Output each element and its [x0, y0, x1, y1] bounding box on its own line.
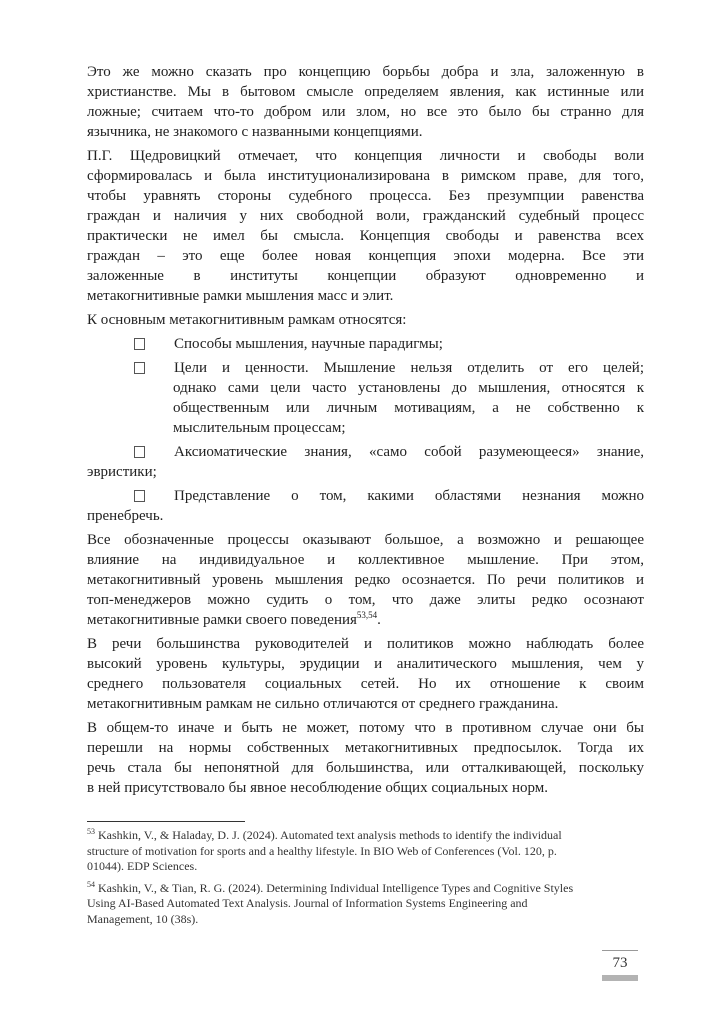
footnote-line	[87, 912, 647, 928]
text-line: язычника, не знакомого с названными концепциями.	[87, 124, 423, 140]
text-line: перешли на нормы собственных метакогнитивных предпосылок. Тогда их	[87, 740, 644, 756]
footnote-line	[87, 844, 647, 860]
page-number-rule	[602, 950, 638, 951]
text-line: метакогнитивный уровень мышления редко осознается. По речи политиков и	[87, 572, 644, 588]
paragraph	[87, 718, 644, 798]
main-text	[87, 62, 644, 802]
footnote-number: 53	[87, 827, 95, 836]
footnote-text: Using AI-Based Automated Text Analysis. Journal of Information Systems Engineering and	[87, 896, 528, 910]
bullet-text: Цели и ценности. Мышление нельзя отделить от его целей;	[174, 360, 644, 376]
paragraph	[87, 310, 644, 330]
footnote-line	[87, 896, 647, 912]
paragraph	[87, 530, 644, 630]
text-line: метакогнитивные рамки мышления масс и элит.	[87, 288, 394, 304]
footnote-line	[87, 828, 647, 844]
footnote-text: structure of motivation for sports and a healthy lifestyle. In BIO Web of Conferences (Vol. 120, p.	[87, 843, 557, 858]
text-line: речь стала бы непонятной для большинства, или отталкивающей, поскольку	[87, 760, 644, 776]
text-line: В речи большинства руководителей и политиков можно наблюдать более	[87, 636, 644, 652]
text-line: эвристики;	[87, 464, 157, 480]
text-line: ложные; считаем что-то добром или злом, но все это было бы странно для	[87, 104, 644, 120]
bullet-item	[87, 358, 644, 438]
text-segment: .	[377, 612, 381, 628]
text-line	[87, 486, 644, 506]
bullet-text: Способы мышления, научные парадигмы;	[174, 336, 443, 352]
text-line: общественным или личным мотивациям, а не собственно к	[173, 400, 644, 416]
footnote-ref: 53,54	[356, 610, 378, 620]
text-line: однако сами цели часто установлены до мышления, относятся к	[173, 380, 644, 396]
footnote-number: 54	[87, 879, 95, 889]
text-line: Это же можно сказать про концепцию борьбы добра и зла, заложенную в	[87, 64, 644, 80]
paragraph	[87, 634, 644, 714]
bullet-list	[87, 334, 644, 526]
page-number-bar	[602, 975, 638, 981]
footnote-separator	[87, 821, 245, 822]
page-number: 73	[612, 955, 628, 971]
footnote	[87, 881, 647, 928]
bullet-item	[87, 442, 644, 482]
text-line: граждан и наличия у них свободной воли, гражданский судебный процесс	[87, 208, 644, 224]
text-line: метакогнитивным рамкам не сильно отличаются от среднего гражданина.	[87, 696, 559, 712]
text-line: высокий уровень культуры, эрудиции и аналитического мышления, чем у	[87, 656, 644, 672]
text-line: сформировалась и была институционализирована в римском праве, для того,	[87, 168, 644, 184]
text-line: влияние на индивидуальное и коллективное мышление. При этом,	[87, 552, 644, 568]
text-line: чтобы уравнять стороны судебного процесса. Без презумпции равенства	[87, 188, 644, 204]
text-line: топ-менеджеров можно судить о том, что даже элиты редко осознают	[87, 592, 644, 608]
text-line: Все обозначенные процессы оказывают большое, а возможно и решающее	[87, 532, 644, 548]
bullet-text: Представление о том, какими областями незнания можно	[174, 488, 644, 504]
text-line	[87, 358, 644, 378]
bullet-text: Аксиоматические знания, «само собой разумеющееся» знание,	[174, 444, 644, 460]
paragraph	[87, 62, 644, 142]
text-line: заложенные в институты концепции образуют одновременно и	[87, 268, 644, 284]
text-line: П.Г. Щедровицкий отмечает, что концепция личности и свободы воли	[87, 148, 644, 164]
text-line	[87, 442, 644, 462]
text-line: среднего пользователя социальных сетей. Но их отношение к своим	[87, 676, 644, 692]
text-line: пренебречь.	[87, 508, 164, 524]
checkbox-bullet-icon	[134, 490, 145, 502]
text-line	[87, 610, 644, 630]
footnote-text: Management, 10 (38s).	[87, 911, 199, 926]
footnote-line	[87, 859, 647, 875]
text-line: В общем-то иначе и быть не может, потому что в противном случае они бы	[87, 720, 644, 736]
text-line: граждан – это еще более новая концепция эпохи модерна. Все эти	[87, 248, 644, 264]
checkbox-bullet-icon	[134, 338, 145, 350]
text-line: в ней присутствовало бы явное несоблюдение общих социальных норм.	[87, 780, 549, 796]
bullet-item	[87, 486, 644, 526]
paragraph	[87, 146, 644, 306]
text-line: К основным метакогнитивным рамкам относятся:	[87, 312, 407, 328]
footnote-text: 01044). EDP Sciences.	[87, 859, 198, 873]
footnote-text: Kashkin, V., & Tian, R. G. (2024). Determining Individual Intelligence Types and Cognitive Styles	[98, 880, 574, 895]
checkbox-bullet-icon	[134, 446, 145, 458]
footnote-text: Kashkin, V., & Haladay, D. J. (2024). Automated text analysis methods to identify the individual	[98, 828, 562, 842]
text-line	[87, 334, 644, 354]
footnotes	[87, 828, 647, 933]
text-segment: метакогнитивные рамки своего поведения	[87, 612, 357, 628]
text-line: практически не имел бы смысла. Концепция свободы и равенства всех	[87, 228, 644, 244]
text-line: христианстве. Мы в бытовом смысле определяем явления, как истинные или	[87, 84, 644, 100]
footnote	[87, 828, 647, 875]
footnote-line	[87, 881, 647, 897]
checkbox-bullet-icon	[134, 362, 145, 374]
bullet-item	[87, 334, 644, 354]
text-line: мыслительным процессам;	[173, 420, 346, 436]
